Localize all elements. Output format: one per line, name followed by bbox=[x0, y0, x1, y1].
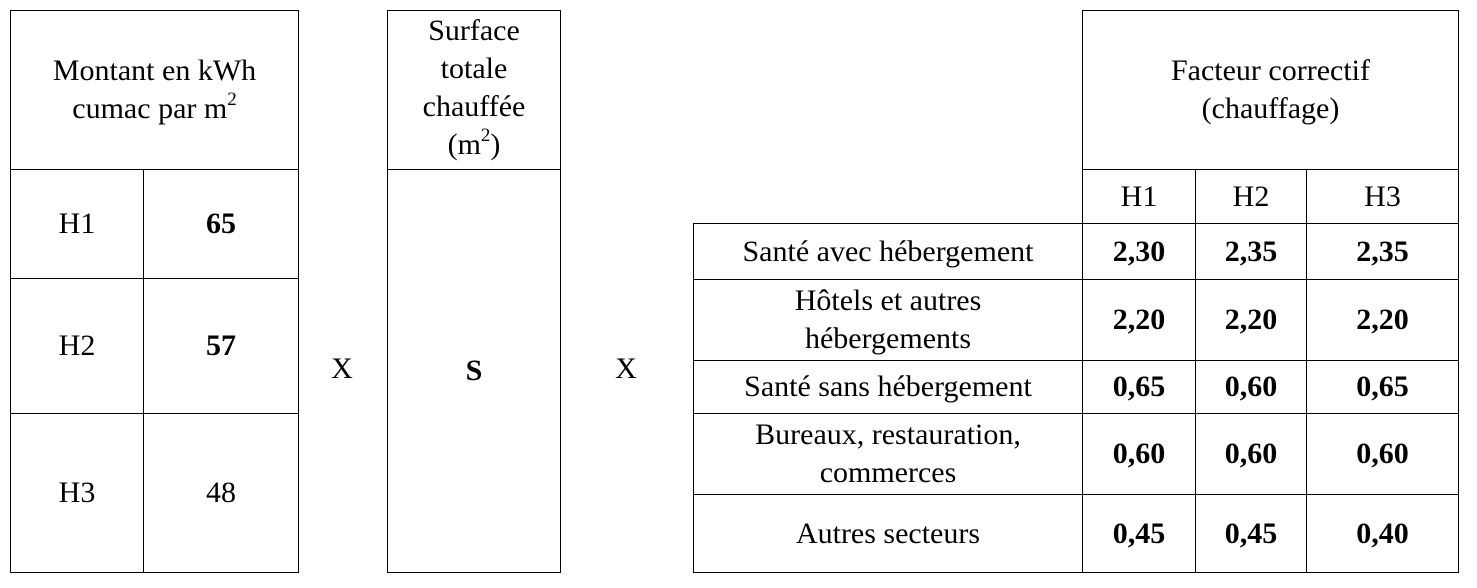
multiply-sign-2: X bbox=[615, 352, 637, 385]
surface-header-line2: totale bbox=[440, 52, 508, 85]
surface-header bbox=[387, 12, 561, 168]
sector-label-line1: Autres secteurs bbox=[795, 516, 981, 550]
factor-value: 2,30 bbox=[1112, 234, 1166, 268]
factor-header-line1: Facteur correctif bbox=[1170, 54, 1371, 87]
surface-header-line4-post: ) bbox=[490, 128, 501, 161]
surface-header-line4 bbox=[448, 126, 501, 164]
sector-label bbox=[693, 494, 1083, 573]
factor-header bbox=[1082, 10, 1459, 170]
factor-value: 0,60 bbox=[1112, 437, 1166, 470]
factor-value: 2,35 bbox=[1224, 234, 1278, 268]
factor-value: 2,20 bbox=[1356, 303, 1409, 336]
surface-header-line1: Surface bbox=[428, 14, 520, 47]
sector-label-line2: commerces bbox=[819, 456, 957, 489]
factor-value: 0,65 bbox=[1356, 370, 1409, 403]
surface-header-line4-pre: (m bbox=[447, 128, 481, 161]
kwh-header-line2-wrap bbox=[72, 90, 236, 128]
surface-header-sup: 2 bbox=[480, 125, 491, 146]
sector-label bbox=[693, 223, 1083, 280]
factor-header-line2: (chauffage) bbox=[1201, 92, 1340, 125]
factor-value: 0,45 bbox=[1224, 516, 1278, 550]
kwh-header-line2: cumac par m bbox=[72, 92, 228, 125]
factor-zone-header-h2: H2 bbox=[1232, 179, 1270, 213]
multiply-sign-1: X bbox=[331, 352, 353, 385]
kwh-zone-h3: H3 bbox=[58, 476, 96, 509]
factor-value: 0,60 bbox=[1224, 370, 1278, 403]
factor-value: 0,60 bbox=[1356, 437, 1409, 470]
surface-header-line3: chauffée bbox=[422, 90, 526, 123]
kwh-value-h1: 65 bbox=[206, 207, 236, 240]
sector-label-line1: Santé sans hébergement bbox=[744, 370, 1032, 403]
sector-label bbox=[693, 360, 1083, 414]
kwh-table-header bbox=[10, 10, 299, 170]
surface-value: S bbox=[465, 354, 483, 387]
sector-label-line1: Hôtels et autres bbox=[794, 284, 982, 317]
factor-value: 2,35 bbox=[1356, 234, 1409, 268]
sector-label-line1: Bureaux, restauration, bbox=[755, 418, 1021, 451]
sector-label bbox=[693, 413, 1083, 495]
factor-value: 2,20 bbox=[1224, 303, 1278, 336]
sector-label-line2: hébergements bbox=[804, 322, 972, 355]
factor-value: 0,45 bbox=[1112, 516, 1166, 550]
factor-zone-header-h3: H3 bbox=[1364, 179, 1401, 213]
kwh-zone-h1: H1 bbox=[58, 207, 96, 240]
factor-value: 0,40 bbox=[1356, 516, 1409, 550]
factor-value: 0,60 bbox=[1224, 437, 1278, 470]
sector-label bbox=[693, 279, 1083, 361]
kwh-zone-h2: H2 bbox=[58, 329, 96, 362]
kwh-value-h2: 57 bbox=[206, 329, 236, 362]
factor-zone-header-h1: H1 bbox=[1120, 179, 1158, 213]
factor-value: 0,65 bbox=[1112, 370, 1166, 403]
sector-label-line1: Santé avec hébergement bbox=[742, 234, 1034, 268]
kwh-header-line1: Montant en kWh bbox=[52, 54, 257, 87]
kwh-header-sup: 2 bbox=[227, 89, 237, 110]
kwh-value-h3: 48 bbox=[206, 476, 236, 509]
factor-value: 2,20 bbox=[1112, 303, 1166, 336]
